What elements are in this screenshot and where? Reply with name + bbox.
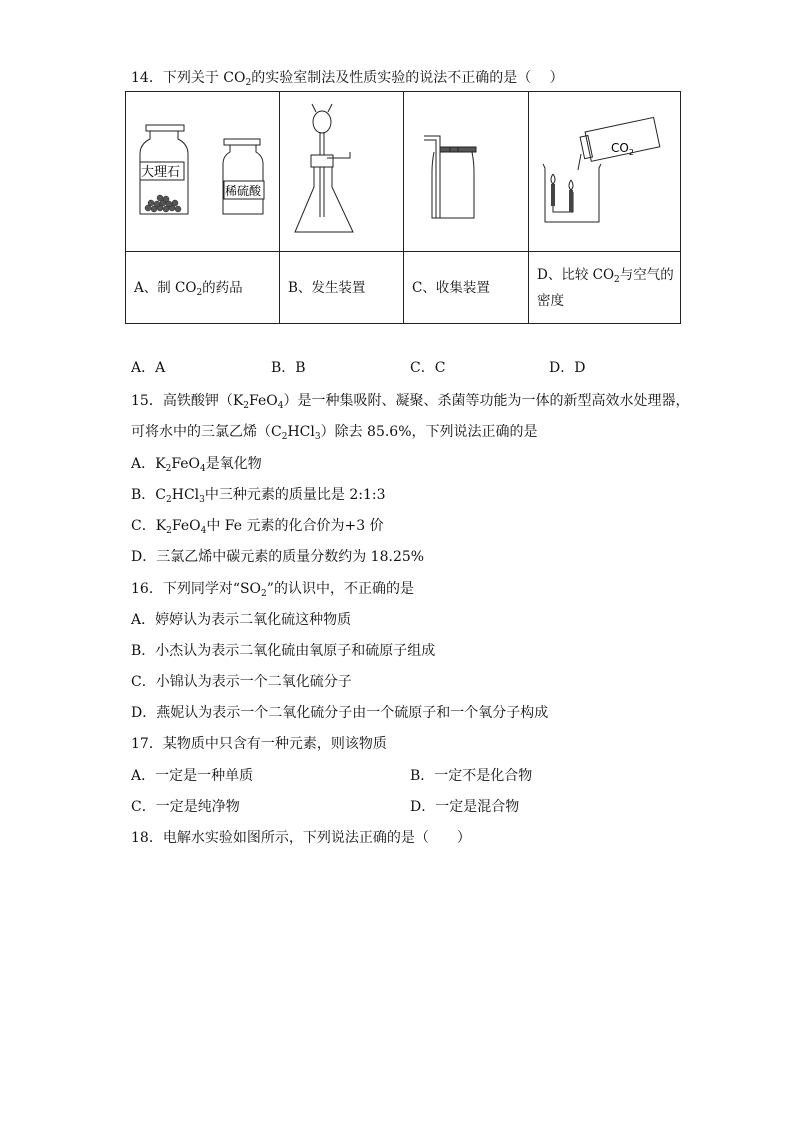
q15-option-b[interactable]: B．$C_2HCl_3$中三种元素的质量比是 2:1:3 — [131, 487, 386, 505]
q14-image-c — [404, 92, 529, 252]
q16-option-a[interactable]: A．婷婷认为表示二氧化硫这种物质 — [131, 612, 352, 628]
generator-apparatus-diagram — [280, 92, 403, 247]
q14-image-b — [280, 92, 404, 252]
q17-option-a[interactable]: A．一定是一种单质 — [131, 768, 254, 784]
q17-option-c[interactable]: C．一定是纯净物 — [131, 799, 240, 815]
q15-option-d[interactable]: D．三氯乙烯中碳元素的质量分数约为 18.25% — [131, 549, 425, 565]
q14-table — [125, 91, 681, 324]
q16-option-b[interactable]: B．小杰认为表示二氧化硫由氧原子和硫原子组成 — [131, 643, 436, 659]
q14-caption-a: A、制 $CO_2$的药品 — [126, 252, 280, 324]
q17-option-b[interactable]: B．一定不是化合物 — [410, 768, 533, 784]
gas-collection-bottle-diagram — [404, 92, 528, 247]
q15-stem-line2: 可将水中的三氯乙烯$(C_2HCl_3)$除去 85.6%，下列说法正确的是 — [131, 424, 538, 442]
q14-option-d[interactable]: D．D — [549, 360, 586, 376]
q16-option-d[interactable]: D．燕妮认为表示一个二氧化硫分子由一个硫原子和一个氧分子构成 — [131, 705, 549, 721]
co2-label: $CO_2$ — [611, 141, 634, 157]
q17-stem: 17．某物质中只含有一种元素，则该物质 — [131, 736, 387, 752]
q14-caption-b: B、发生装置 — [280, 252, 404, 324]
q14-option-c[interactable]: C．C — [410, 360, 446, 376]
q14-caption-d: D、比较 $CO_2$与空气的 密度 — [529, 252, 681, 324]
q15-option-a[interactable]: A．$K_2FeO_4$是氧化物 — [131, 456, 262, 474]
q17-option-d[interactable]: D．一定是混合物 — [410, 799, 520, 815]
q14-image-a — [126, 92, 280, 252]
q16-option-c[interactable]: C．小锦认为表示一个二氧化硫分子 — [131, 674, 352, 690]
reagent-bottles-diagram — [126, 92, 279, 247]
q14-stem: 14．下列关于 $CO_2$的实验室制法及性质实验的说法不正确的是（ ） — [131, 70, 564, 88]
svg-text:大理石: 大理石 — [141, 165, 181, 180]
q14-option-a[interactable]: A．A — [131, 360, 166, 376]
q16-stem: 16．下列同学对“$SO_2$”的认识中，不正确的是 — [131, 581, 414, 599]
svg-text:稀硫酸: 稀硫酸 — [225, 184, 262, 198]
q18-stem: 18．电解水实验如图所示，下列说法正确的是（ ） — [131, 830, 471, 846]
q15-option-c[interactable]: C．$K_2FeO_4$中 Fe 元素的化合价为+3 价 — [131, 518, 384, 536]
q14-caption-c: C、收集装置 — [404, 252, 529, 324]
q14-option-b[interactable]: B．B — [271, 360, 306, 376]
q14-image-d — [529, 92, 681, 252]
q15-stem-line1: 15．高铁酸钾$(K_2FeO_4)$是一种集吸附、凝聚、杀菌等功能为一体的新型高效水处理器， — [131, 393, 690, 411]
candle-beaker-diagram — [529, 92, 680, 247]
